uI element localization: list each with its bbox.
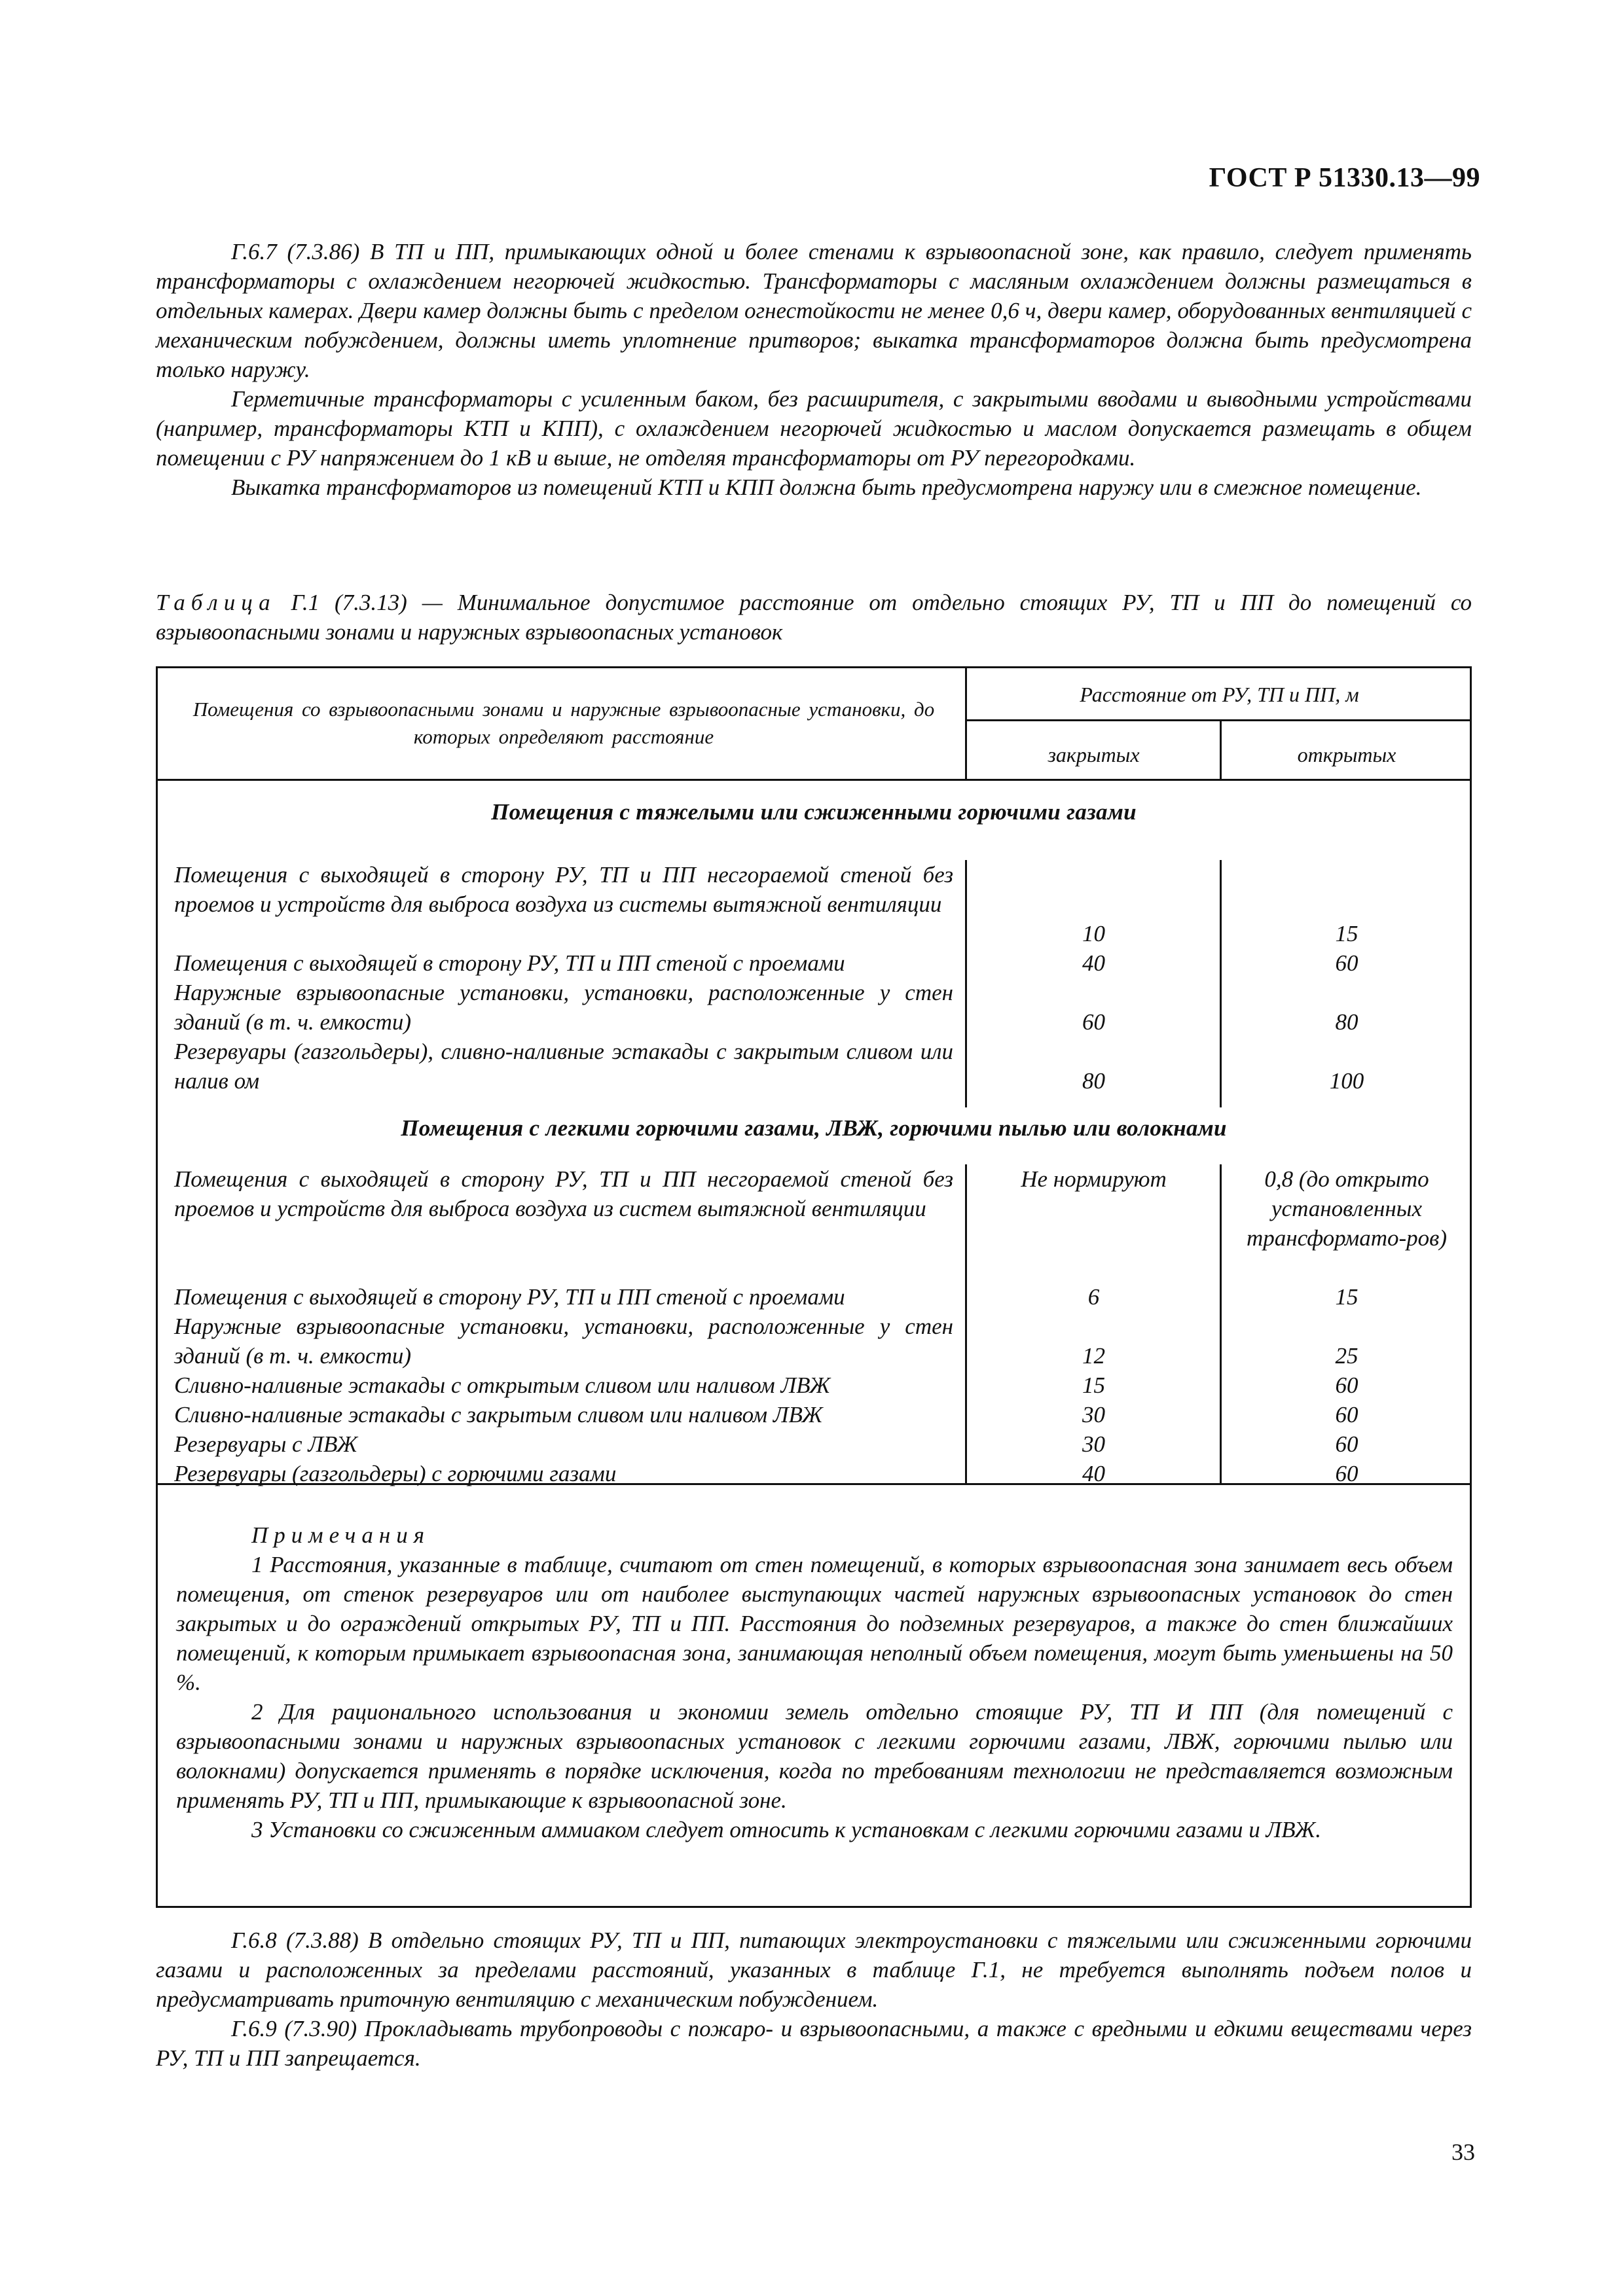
group2-row4-closed: 15 [1082,1372,1105,1398]
group2-row6-closed: 30 [1082,1431,1105,1457]
group1-row3-label: Наружные взрывоопасные установки, установки, расположенные у стен зданий (в т. ч. емкости) [174,980,953,1035]
intro-section [156,237,1472,502]
paragraph-g68: Г.6.8 (7.3.88) В отдельно стоящих РУ, ТП и ПП, питающих электроустановки с тяжелыми или сжиженными горючими газами и расположенных за пределами расстояний, указанных в таблице Г.1, не требуется выполнять подъем полов и предусматривать приточную вентиляцию с механическим побуждением. [156,1928,1472,2012]
distance-table [156,666,1472,1908]
group2-row5-label: Сливно-наливные эстакады с закрытым сливом или наливом ЛВЖ [174,1402,823,1427]
group1-row1-closed: 10 [1082,921,1105,946]
group2-title: Помещения с легкими горючими газами, ЛВЖ, горючими пылью или волокнами [401,1115,1227,1141]
group2-row3-label: Наружные взрывоопасные установки, установки, расположенные у стен зданий (в т. ч. емкости) [174,1314,953,1369]
group2-row5-open: 60 [1335,1402,1359,1427]
paragraph-g67: Г.6.7 (7.3.86) В ТП и ПП, примыкающих одной и более стенами к взрывоопасной зоне, как правило, следует применять трансформаторы с охлаждением негорючей жидкостью. Трансформаторы с масляным охлаждением должны размещаться в отдельных камерах. Двери камер должны быть с пределом огнестойкости не менее 0,6 ч, двери камер, оборудованных вентиляцией с механическим побуждением, должны иметь уплотнение притворов; выкатка трансформаторов должна быть предусмотрена только наружу. [156,239,1472,382]
group1-row1-label: Помещения с выходящей в сторону РУ, ТП и ПП несгораемой стеной без проемов и устройств для выброса воздуха из системы вытяжной вентиляции [174,862,953,917]
document-code: ГОСТ Р 51330.13—99 [1209,163,1480,193]
group2-row3-open: 25 [1335,1343,1359,1369]
table-notes [176,1520,1453,1844]
group1-row2-label: Помещения с выходящей в сторону РУ, ТП и ПП стеной с проемами [174,950,845,976]
table-caption-text: Г.1 (7.3.13) — Минимальное допустимое расстояние от отдельно стоящих РУ, ТП и ПП до помещений со взрывоопасными зонами и наружных взрывоопасных установок [156,590,1472,645]
group1-row3-closed: 60 [1082,1009,1105,1035]
notes-heading: Примечания [251,1522,431,1548]
header-bottom-line [158,779,1472,781]
group1-title: Помещения с тяжелыми или сжиженными горючими газами [491,799,1137,825]
header-open: открытых [1297,743,1396,766]
group1-row4-label: Резервуары (газгольдеры), сливно-наливные эстакады с закрытым сливом или налив ом [174,1039,953,1094]
group2-row6-open: 60 [1335,1431,1359,1457]
table-caption [156,588,1472,647]
closing-section [156,1926,1472,2073]
header-distance: Расстояние от РУ, ТП и ПП, м [1080,683,1359,706]
group2-row2-label: Помещения с выходящей в сторону РУ, ТП и ПП стеной с проемами [174,1284,845,1310]
paragraph-g69: Г.6.9 (7.3.90) Прокладывать трубопроводы с пожаро- и взрывоопасными, а также с вредными и едкими веществами через РУ, ТП и ПП запрещается. [156,2016,1472,2071]
group2-row1-closed: Не нормируют [1021,1166,1167,1192]
group2-row4-label: Сливно-наливные эстакады с открытым сливом или наливом ЛВЖ [174,1372,831,1398]
group2-row2-open: 15 [1335,1284,1359,1310]
header-closed: закрытых [1048,743,1140,766]
group2-row5-closed: 30 [1082,1402,1105,1427]
header-rooms-column: Помещения со взрывоопасными зонами и наружные взрывоопасные установки, до которых определяют расстояние [192,698,935,748]
group2-row7-open: 60 [1335,1461,1359,1486]
note-3: 3 Установки со сжиженным аммиаком следует относить к установкам с легкими горючими газами и ЛВЖ. [251,1817,1321,1842]
group1-row4-closed: 80 [1082,1068,1105,1094]
group2-row4-open: 60 [1335,1372,1359,1398]
header-subdivider [965,719,1472,721]
page-number: 33 [1451,2139,1475,2165]
group1-row4-open: 100 [1329,1068,1364,1094]
group2-row7-closed: 40 [1082,1461,1105,1486]
table-caption-word: Таблица [156,590,276,615]
group2-row6-label: Резервуары с ЛВЖ [174,1431,358,1457]
group2-row2-closed: 6 [1087,1284,1100,1310]
group1-row3-open: 80 [1335,1009,1359,1035]
group1-row1-open: 15 [1335,921,1359,946]
note-2: 2 Для рационального использования и экономии земель отдельно стоящие РУ, ТП И ПП (для помещений с взрывоопасными зонами и наружных взрывоопасных установок с легкими горючими газами, ЛВЖ, горючими пылью или волокнами) допускается применять в порядке исключения, когда по требованиям технологии не представляется возможным применять РУ, ТП и ПП, примыкающие к взрывоопасной зоне. [176,1699,1453,1813]
group2-row1-open: 0,8 (до открыто установленных трансформато-ров) [1246,1166,1448,1251]
group1-row2-closed: 40 [1082,950,1105,976]
group2-row7-label: Резервуары (газгольдеры) с горючими газами [174,1461,617,1486]
group1-row2-open: 60 [1335,950,1359,976]
paragraph-rollout: Выкатка трансформаторов из помещений КТП и КПП должна быть предусмотрена наружу или в смежное помещение. [231,475,1422,500]
group2-row1-label: Помещения с выходящей в сторону РУ, ТП и ПП несгораемой стеной без проемов и устройств для выброса воздуха из систем вытяжной вентиляции [174,1166,953,1221]
paragraph-hermetic-transformers: Герметичные трансформаторы с усиленным баком, без расширителя, с закрытыми вводами и выводными устройствами (например, трансформаторы КТП и КПП), с охлаждением негорючей жидкостью и маслом допускается размещать в общем помещении с РУ напряжением до 1 кВ и выше, не отделяя трансформаторы от РУ перегородками. [156,386,1472,471]
group2-row3-closed: 12 [1082,1343,1105,1369]
note-1: 1 Расстояния, указанные в таблице, считают от стен помещений, в которых взрывоопасная зона занимает весь объем помещения, от стенок резервуаров или от наиболее выступающих частей наружных взрывоопасных установок до стен закрытых и до ограждений открытых РУ, ТП и ПП. Расстояния до подземных резервуаров, а также до стен ближайших помещений, к которым примыкает взрывоопасная зона, занимающая неполный объем помещения, могут быть уменьшены на 50 %. [176,1552,1453,1695]
